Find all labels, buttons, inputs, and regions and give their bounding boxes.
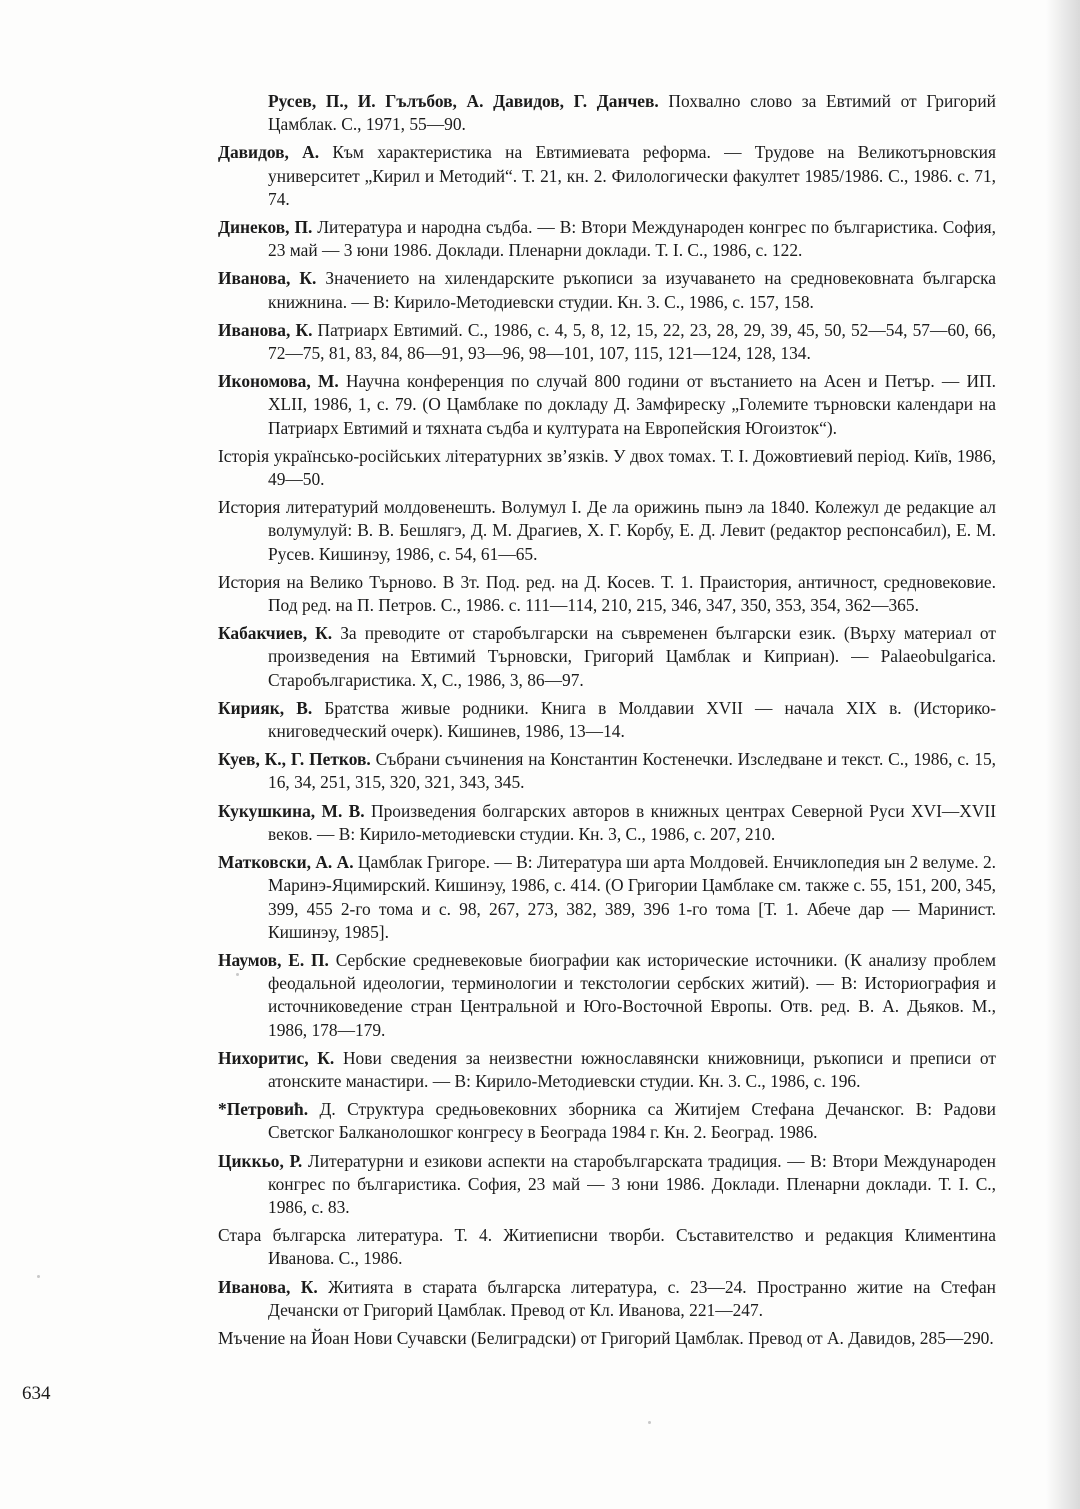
page-number: 634 [22,1383,51,1404]
entry-author: *Петровић. [218,1099,309,1120]
bibliography-entry [218,90,996,136]
bibliography-entry [218,949,996,1042]
entry-author: Наумов, Е. П. [218,949,329,970]
bibliography-entry [218,1098,996,1144]
entry-author: Иванова, К. [218,268,317,289]
bibliography-entry [218,216,996,262]
bibliography-entry [218,622,996,692]
entry-author: Кукушкина, М. В. [218,800,365,821]
entry-text: Значението на хилендарските ръкописи за изучаването на средновековната българска книжнина. — В: Кирило-Методиевски студии. Кн. 3. С., 1986, с. 157, 158. [268,268,997,312]
entry-text: За преводите от старобългарски на съвременен български език. (Върху материал от произведения на Евтимий Търновски, Григорий Цамблак и Киприан). — Palaeobulgarica. Старобългаристика. Х, С., 1986, 3, 86—97. [268,623,996,690]
entry-author: Иванова, К. [218,1276,318,1297]
entry-text: Произведения болгарских авторов в книжных центрах Северной Руси XVI—XVII веков. — В: Кирило-методиевски студии. Кн. 3, С., 1986, с. 207, 210. [268,800,996,844]
entry-author: Икономова, М. [218,371,339,392]
bibliography-entry [218,267,996,313]
entry-author: Иванова, К. [218,319,313,340]
entry-text: Литература и народна съдба. — В: Втори Международен конгрес по българистика. София, 23 май — 3 юни 1986. Доклади. Пленарни доклади. Т. І. С., 1986, с. 122. [268,217,996,261]
entry-text: Патриарх Евтимий. С., 1986, с. 4, 5, 8, 12, 15, 22, 23, 28, 29, 39, 45, 50, 52—54, 57—60, 66, 72—75, 81, 83, 84, 86—91, 93—96, 98—101, 107, 115, 121—124, 128, 134. [268,319,996,364]
entry-author: Давидов, А. [218,142,320,163]
entry-text: История на Велико Търново. В 3т. Под. ред. на Д. Косев. Т. 1. Праистория, античност, средновековие. Под ред. на П. Петров. С., 1986. с. 111—114, 210, 215, 346, 347, 350, 353, 354, 362—365. [218,571,996,616]
entry-text: Литературни и езикови аспекти на старобългарската традиция. — В: Втори Международен конгрес по българистика. София, 23 май — 3 юни 1986. Доклади. Пленарни доклади. Т. І. С., 1986, с. 83. [268,1150,996,1217]
bibliography-entry [218,1150,996,1220]
bibliography-entry [218,851,996,944]
entry-author: Матковски, А. А. [218,852,354,873]
entry-text: Мъчение на Йоан Нови Сучавски (Белиградски) от Григорий Цамблак. Превод от А. Давидов, 285—290. [218,1327,994,1348]
bibliography-entry [218,319,996,365]
bibliography-entry [218,1327,996,1350]
entry-author: Кабакчиев, К. [218,623,333,644]
entry-text: Житията в старата българска литература, с. 23—24. Пространно житие на Стефан Дечански от Григорий Цамблак. Превод от Кл. Иванова, 221—247. [268,1276,996,1320]
entry-text: Історія українсько-російських літературних зв’язків. У двох томах. Т. І. Дожовтиевий період. Київ, 1986, 49—50. [218,445,996,490]
entry-author: Кирияк, В. [218,697,313,718]
entry-text: Нови сведения за неизвестни южнославянски книжовници, ръкописи и преписи от атонските манастири. — В: Кирило-Методиевски студии. Кн. 3. С., 1986, с. 196. [268,1047,996,1091]
bibliography-entry [218,445,996,491]
entry-text: Похвално слово за Евтимий от Григорий Цамблак. С., 1971, 55—90. [268,91,996,135]
entry-text: Научна конференция по случай 800 години от въстанието на Асен и Петър. — ИП. XLII, 1986, 1, с. 79. (О Цамблаке по докладу Д. Замфиреску „Големите търновски календари на Патриарх Евтимий и тяхната съдба и културата на Европейския Югоизток“). [268,371,996,438]
scan-speck [236,973,239,976]
bibliography-entry [218,571,996,617]
scan-speck [37,1275,40,1278]
bibliography-entry [218,697,996,743]
entry-text: Към характеристика на Евтимиевата реформа. — Трудове на Великотърновския университет „Кирил и Методий“. Т. 21, кн. 2. Филологически факултет 1985/1986. С., 1986. с. 71, 74. [268,142,996,209]
bibliography-list [218,90,996,1355]
bibliography-entry [218,370,996,440]
entry-author: Динеков, П. [218,217,313,238]
scan-speck [648,1421,651,1424]
entry-author: Нихоритис, К. [218,1047,335,1068]
entry-text: Събрани съчинения на Константин Костенечки. Изследване и текст. С., 1986, с. 15, 16, 34, 251, 315, 320, 321, 343, 345. [268,749,996,793]
page-edge-shadow [1046,0,1080,1509]
entry-text: Д. Структура средњовековних зборника са Житијем Стефана Дечанског. В: Радови Светског Балканолошког конгресу в Београда 1984 г. Кн. 2. Београд. 1986. [268,1099,996,1143]
entry-text: Братства живые родники. Книга в Молдавии XVII — начала XIX в. (Историко-книговедческий очерк). Кишинев, 1986, 13—14. [268,697,996,742]
entry-text: История литературий молдовенешть. Волумул І. Де ла орижинь пынэ ла 1840. Колежул де редакцие ал волумулуй: В. В. Бешлягэ, Д. М. Драгиев, Х. Г. Корбу, Е. Д. Левит (редактор респонсабил), Е. М. Русев. Кишинэу, 1986, с. 54, 61—65. [218,497,996,564]
entry-author: Русев, П., И. Гълъбов, А. Давидов, Г. Данчев. [268,91,659,111]
entry-author: Куев, К., Г. Петков. [218,749,371,770]
bibliography-entry [218,496,996,566]
entry-text: Стара българска литература. Т. 4. Житиеписни творби. Съставителство и редакция Климентина Иванова. С., 1986. [218,1225,996,1269]
entry-text: Цамблак Григоре. — В: Литература ши арта Молдовей. Енчиклопедия ын 2 велуме. 2. Маринэ-Яцимирский. Кишинэу, 1986, с. 414. (О Григории Цамблаке см. также с. 55, 151, 200, 345, 399, 455 2-го тома и с. 98, 267, 273, 382, 389, 396 1-го тома [Т. 1. Абече дар — Маринист. Кишинэу, 1985]. [268,852,996,942]
bibliography-entry [218,748,996,794]
entry-text: Сербские средневековые биографии как исторические источники. (К анализу проблем феодальной идеологии, терминологии и текстологии сербских житий). — В: Историография и источниковедение стран Центральной и Юго-Восточной Европы. Отв. ред. В. А. Дьяков. М., 1986, 178—179. [268,949,996,1040]
bibliography-entry [218,1047,996,1093]
bibliography-entry [218,141,996,211]
bibliography-entry [218,800,996,846]
entry-author: Циккьо, Р. [218,1150,303,1171]
bibliography-entry [218,1276,996,1322]
bibliography-entry [218,1224,996,1270]
